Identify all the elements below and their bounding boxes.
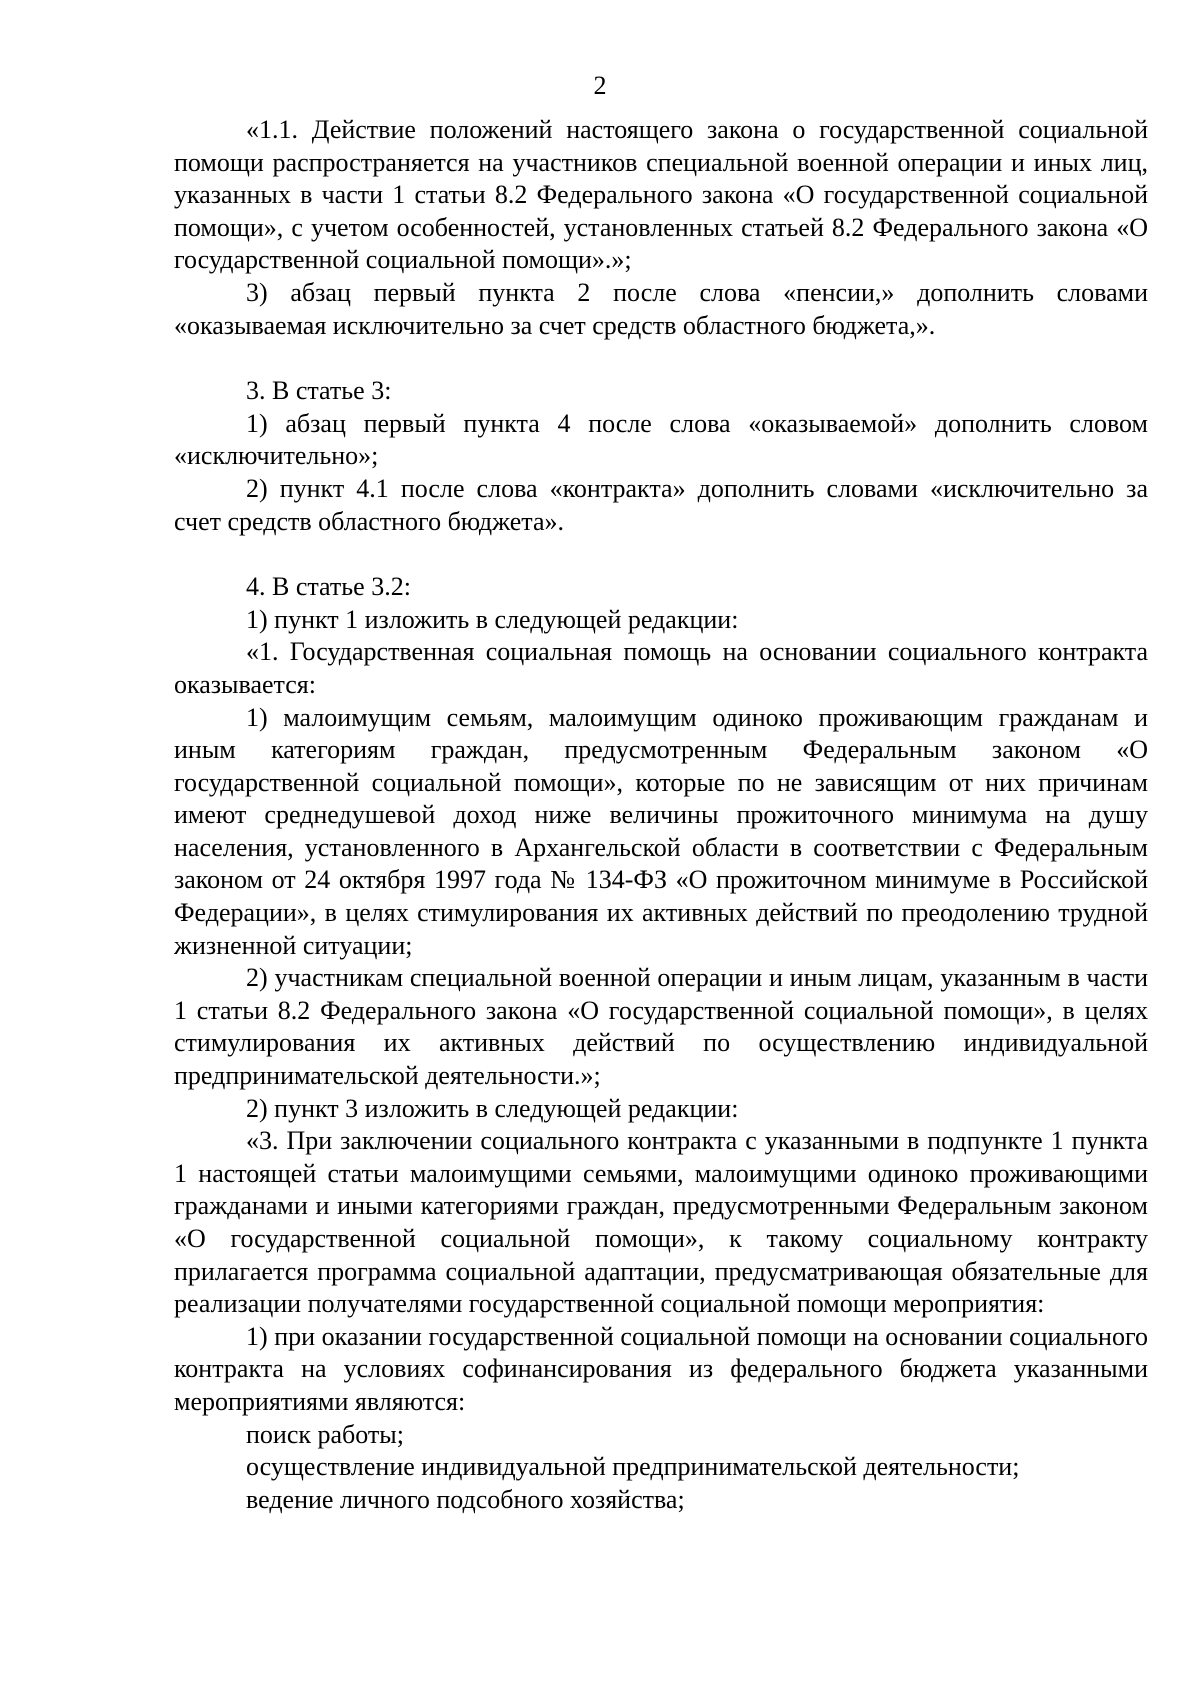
paragraph-point-1-quote: «1. Государственная социальная помощь на основании социального контракта оказывается:: [174, 637, 1148, 699]
paragraph-gap: [174, 342, 1148, 375]
paragraph-item-1-point-1: 1) пункт 1 изложить в следующей редакции:: [246, 604, 739, 634]
paragraph-item-2-point-3: 2) пункт 3 изложить в следующей редакции:: [246, 1093, 739, 1123]
list-item-entrepreneurship: осуществление индивидуальной предпринимательской деятельности;: [246, 1452, 1020, 1482]
paragraph-1-1-quote: «1.1. Действие положений настоящего закона о государственной социальной помощи распространяется на участников специальной военной операции и иных лиц, указанных в части 1 статьи 8.2 Федерального закона «О государственной социальной помощи», с учетом особенностей, установленных статьей 8.2 Федерального закона «О государственной социальной помощи».»;: [174, 115, 1148, 275]
list-item-job-search: поиск работы;: [246, 1419, 404, 1449]
paragraph-item-1-article-3: 1) абзац первый пункта 4 после слова «оказываемой» дополнить словом «исключительно»;: [174, 408, 1148, 471]
paragraph-item-3-pension: 3) абзац первый пункта 2 после слова «пенсии,» дополнить словами «оказываемая исключительно за счет средств областного бюджета,».: [174, 277, 1148, 340]
page-number: 2: [593, 71, 607, 100]
section-heading-article-3: 3. В статье 3:: [246, 376, 392, 406]
paragraph-gap: [174, 538, 1148, 571]
paragraph-subitem-1-cofinancing: 1) при оказании государственной социальной помощи на основании социального контракта на условиях софинансирования из федерального бюджета указанными мероприятиями являются:: [174, 1321, 1148, 1416]
paragraph-point-3-quote: «3. При заключении социального контракта с указанными в подпункте 1 пункта 1 настоящей статьи малоимущими семьями, малоимущими одиноко проживающими гражданами и иными категориями граждан, предусмотренными Федеральным законом «О государственной социальной помощи», к такому социальному контракту прилагается программа социальной адаптации, предусматривающая обязательные для реализации получателями государственной социальной помощи мероприятия:: [174, 1126, 1148, 1319]
document-body: [174, 114, 1148, 1516]
paragraph-subitem-2-svo: 2) участникам специальной военной операции и иным лицам, указанным в части 1 статьи 8.2 Федерального закона «О государственной социальной помощи», в целях стимулирования их активных действий по осуществлению индивидуальной предпринимательской деятельности.»;: [174, 963, 1148, 1091]
list-item-household-farming: ведение личного подсобного хозяйства;: [246, 1484, 685, 1514]
section-heading-article-3-2: 4. В статье 3.2:: [246, 572, 411, 602]
paragraph-subitem-1-low-income: 1) малоимущим семьям, малоимущим одиноко проживающим гражданам и иным категориям граждан, предусмотренным Федеральным законом «О государственной социальной помощи», которые по не зависящим от них причинам имеют среднедушевой доход ниже величины прожиточного минимума на душу населения, установленного в Архангельской области в соответствии с Федеральным законом от 24 октября 1997 года № 134-ФЗ «О прожиточном минимуме в Российской Федерации», в целях стимулирования их активных действий по преодолению трудной жизненной ситуации;: [174, 702, 1148, 960]
paragraph-item-2-article-3: 2) пункт 4.1 после слова «контракта» дополнить словами «исключительно за счет средств областного бюджета».: [174, 473, 1148, 536]
